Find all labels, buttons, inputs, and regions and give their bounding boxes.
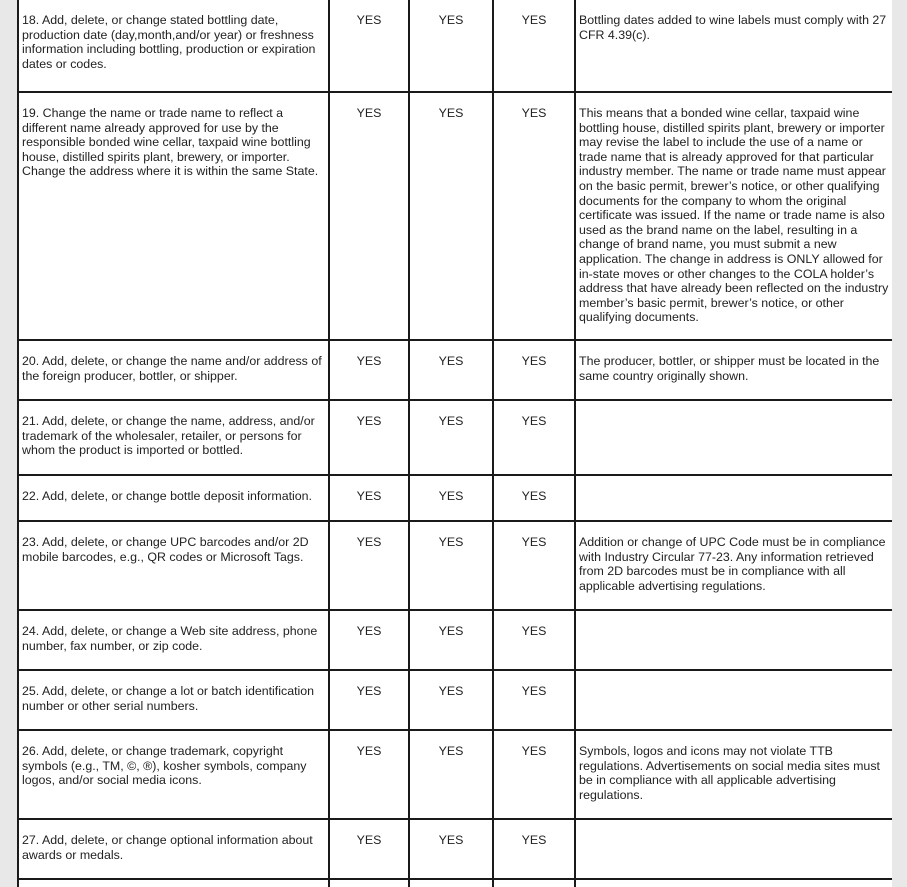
table-row xyxy=(18,400,892,475)
yes-cell: YES xyxy=(329,670,409,730)
revision-notes xyxy=(575,400,892,475)
yes-cell: YES xyxy=(329,400,409,475)
table-row xyxy=(18,0,892,92)
yes-cell: YES xyxy=(409,730,493,819)
revision-notes: This means that a bonded wine cellar, taxpaid wine bottling house, distilled spirits plant, brewery or importer may revise the label to include the use of a name or trade name that is already approved for that particular industry member. The name or trade name must appear on the basic permit, brewer’s notice, or other qualifying documents for the company to whom the original certificate was issued. If the name or trade name is also used as the brand name on the label, resulting in a change of brand name, you must submit a new application. The change in address is ONLY allowed for in-state moves or other changes to the COLA holder’s address that have already been reflected on the industry member’s basic permit, brewer’s notice, or other qualifying documents. xyxy=(575,92,892,340)
revision-description: 19. Change the name or trade name to reflect a different name already approved for use by the responsible bonded wine cellar, taxpaid wine bottling house, distilled spirits plant, brewery, or importer. Change the address where it is within the same State. xyxy=(18,92,329,340)
yes-cell: YES xyxy=(409,521,493,610)
yes-cell: YES xyxy=(409,400,493,475)
yes-cell: YES xyxy=(329,340,409,400)
document-page xyxy=(17,0,892,887)
empty-cell xyxy=(409,879,493,887)
yes-cell: YES xyxy=(493,819,575,879)
revision-description: 25. Add, delete, or change a lot or batch identification number or other serial numbers. xyxy=(18,670,329,730)
revision-description: 18. Add, delete, or change stated bottling date, production date (day,month,and/or year) or freshness information including bottling, production or expiration dates or codes. xyxy=(18,0,329,92)
table-row xyxy=(18,879,892,887)
yes-cell: YES xyxy=(493,0,575,92)
revision-description: 21. Add, delete, or change the name, address, and/or trademark of the wholesaler, retailer, or persons for whom the product is imported or bottled. xyxy=(18,400,329,475)
revision-notes xyxy=(575,475,892,521)
yes-cell: YES xyxy=(329,819,409,879)
yes-cell: YES xyxy=(409,610,493,670)
yes-cell: YES xyxy=(409,475,493,521)
yes-cell: YES xyxy=(329,521,409,610)
revision-notes: Bottling dates added to wine labels must comply with 27 CFR 4.39(c). xyxy=(575,0,892,92)
yes-cell: YES xyxy=(329,0,409,92)
yes-cell: YES xyxy=(409,92,493,340)
revision-description: 24. Add, delete, or change a Web site address, phone number, fax number, or zip code. xyxy=(18,610,329,670)
revision-description: 27. Add, delete, or change optional information about awards or medals. xyxy=(18,819,329,879)
table-row xyxy=(18,730,892,819)
revision-notes xyxy=(575,819,892,879)
table-row xyxy=(18,610,892,670)
revision-notes xyxy=(575,610,892,670)
yes-cell: YES xyxy=(493,92,575,340)
yes-cell: YES xyxy=(493,400,575,475)
yes-cell: YES xyxy=(493,340,575,400)
yes-cell: YES xyxy=(409,819,493,879)
allowable-revisions-table xyxy=(17,0,892,887)
revision-description: 20. Add, delete, or change the name and/or address of the foreign producer, bottler, or shipper. xyxy=(18,340,329,400)
yes-cell: YES xyxy=(493,670,575,730)
revision-description: 26. Add, delete, or change trademark, copyright symbols (e.g., TM, ©, ®), kosher symbols, company logos, and/or social media icons. xyxy=(18,730,329,819)
yes-cell: YES xyxy=(409,340,493,400)
yes-cell: YES xyxy=(409,0,493,92)
empty-cell xyxy=(493,879,575,887)
yes-cell: YES xyxy=(409,670,493,730)
revision-notes xyxy=(575,670,892,730)
yes-cell: YES xyxy=(493,610,575,670)
yes-cell: YES xyxy=(493,730,575,819)
table-row xyxy=(18,819,892,879)
revision-notes: The producer, bottler, or shipper must be located in the same country originally shown. xyxy=(575,340,892,400)
table-row xyxy=(18,340,892,400)
revision-notes: Symbols, logos and icons may not violate TTB regulations. Advertisements on social media sites must be in compliance with all applicable advertising regulations. xyxy=(575,730,892,819)
empty-cell xyxy=(329,879,409,887)
yes-cell: YES xyxy=(493,521,575,610)
yes-cell: YES xyxy=(329,730,409,819)
yes-cell: YES xyxy=(329,475,409,521)
yes-cell: YES xyxy=(329,92,409,340)
revision-description: 22. Add, delete, or change bottle deposit information. xyxy=(18,475,329,521)
table-row xyxy=(18,475,892,521)
revision-description: 23. Add, delete, or change UPC barcodes and/or 2D mobile barcodes, e.g., QR codes or Microsoft Tags. xyxy=(18,521,329,610)
yes-cell: YES xyxy=(329,610,409,670)
table-row xyxy=(18,521,892,610)
table-row xyxy=(18,92,892,340)
empty-cell xyxy=(575,879,892,887)
empty-cell xyxy=(18,879,329,887)
revision-notes: Addition or change of UPC Code must be in compliance with Industry Circular 77-23. Any information retrieved from 2D barcodes must be in compliance with all applicable advertising regulations. xyxy=(575,521,892,610)
yes-cell: YES xyxy=(493,475,575,521)
table-row xyxy=(18,670,892,730)
